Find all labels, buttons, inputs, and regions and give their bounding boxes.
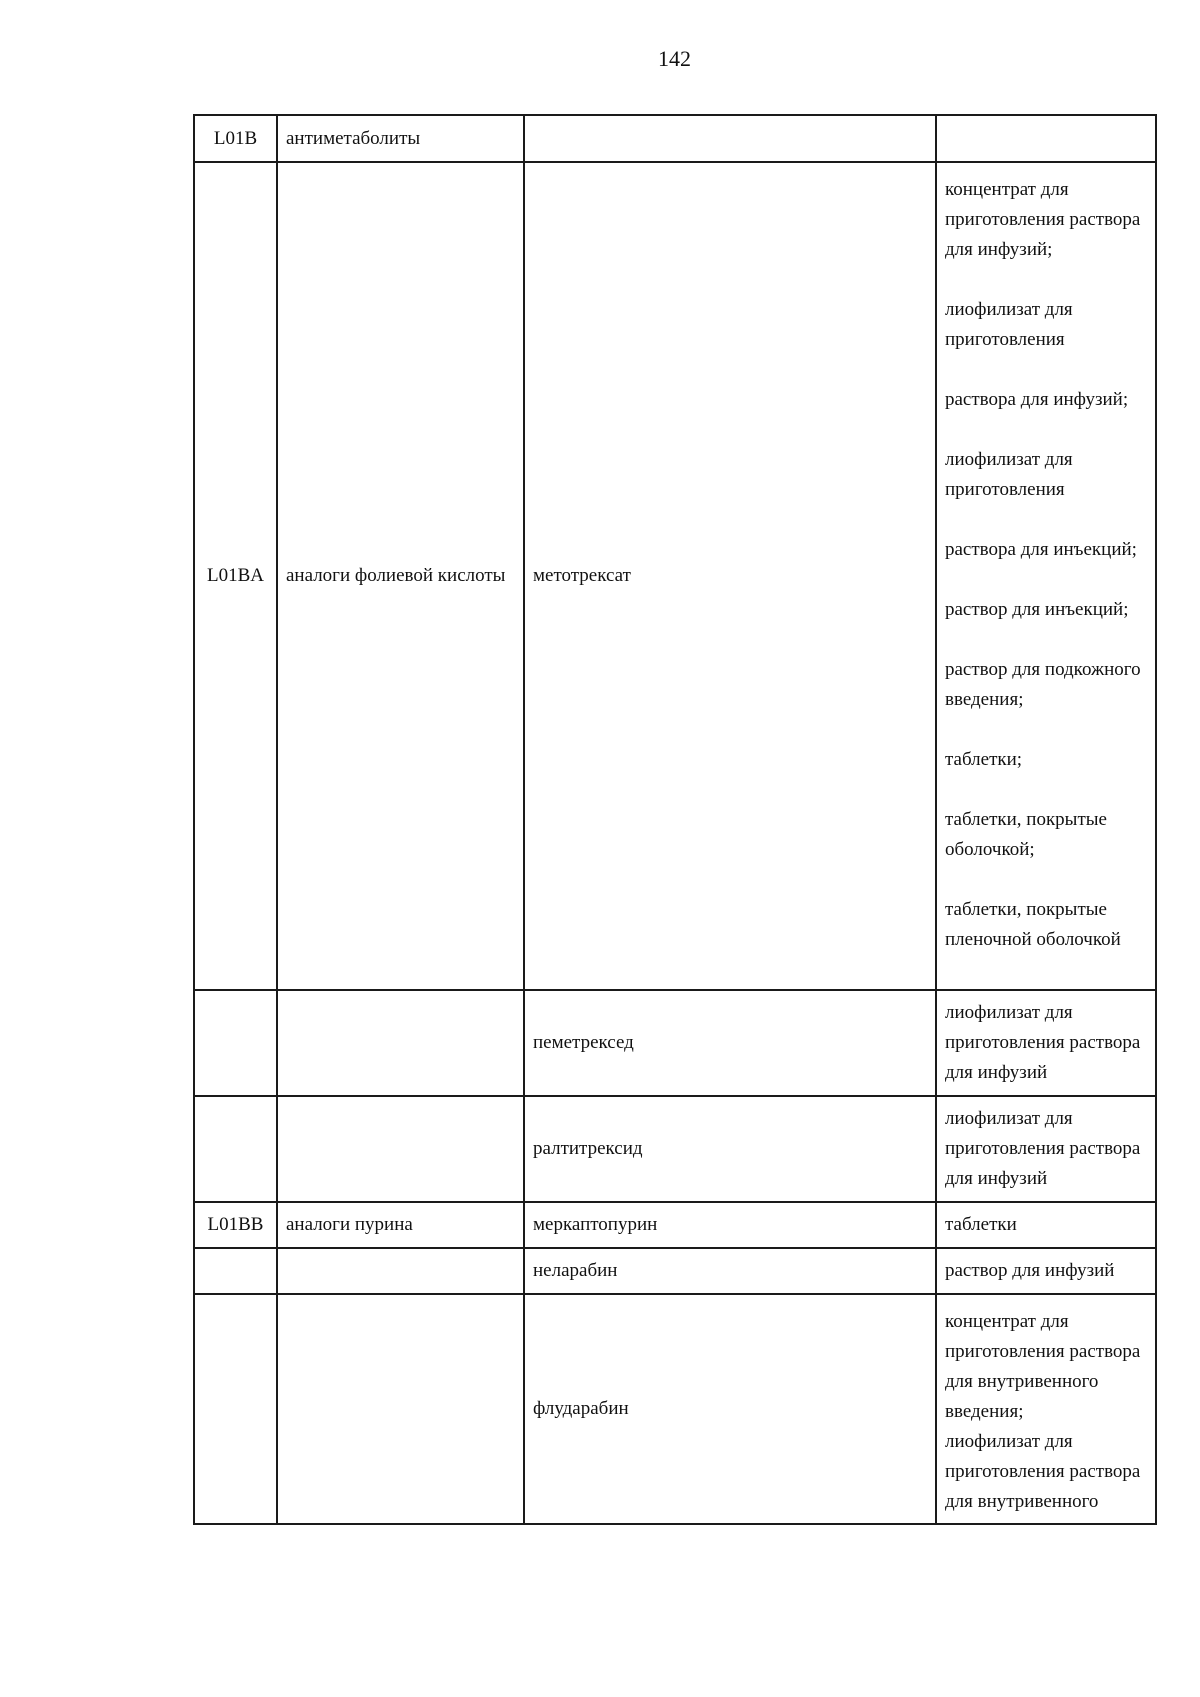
- pharmacological-group: аналоги пурина: [277, 1202, 524, 1248]
- dosage-form: лиофилизат для приготовления: [945, 299, 1073, 350]
- dosage-form: таблетки, покрытые пленочной оболочкой: [945, 899, 1121, 950]
- dosage-forms: [936, 115, 1156, 162]
- table-row: [194, 1294, 1156, 1524]
- table-row: [194, 1248, 1156, 1294]
- pharmacological-group: [277, 1096, 524, 1202]
- pharmacological-group: [277, 990, 524, 1096]
- dosage-forms: [936, 1294, 1156, 1524]
- dosage-forms: [936, 1248, 1156, 1294]
- pharmacological-group: [277, 1248, 524, 1294]
- dosage-forms: [936, 990, 1156, 1096]
- pharmacological-group: [277, 1294, 524, 1524]
- active-substance: меркаптопурин: [524, 1202, 936, 1248]
- atc-code: L01BA: [194, 162, 277, 990]
- dosage-form: лиофилизат для приготовления раствора для внутривенного: [945, 1431, 1141, 1512]
- table-row: [194, 115, 1156, 162]
- dosage-form: раствора для инфузий;: [945, 389, 1129, 410]
- dosage-form: таблетки, покрытые оболочкой;: [945, 809, 1107, 860]
- active-substance: [524, 115, 936, 162]
- atc-code: L01B: [194, 115, 277, 162]
- dosage-form: таблетки;: [945, 749, 1023, 770]
- table-row: [194, 162, 1156, 990]
- active-substance: ралтитрексид: [524, 1096, 936, 1202]
- active-substance: флударабин: [524, 1294, 936, 1524]
- atc-code: [194, 1096, 277, 1202]
- active-substance: пеметрексед: [524, 990, 936, 1096]
- dosage-form: лиофилизат для приготовления раствора для инфузий: [945, 1108, 1141, 1189]
- dosage-form: концентрат для приготовления раствора для внутривенного введения;: [945, 1311, 1141, 1422]
- medication-table: [193, 114, 1157, 1525]
- table-row: [194, 1096, 1156, 1202]
- page-number: 142: [658, 46, 691, 71]
- atc-code: [194, 990, 277, 1096]
- atc-code: L01BB: [194, 1202, 277, 1248]
- dosage-form: лиофилизат для приготовления: [945, 449, 1073, 500]
- dosage-forms: [936, 1202, 1156, 1248]
- atc-code: [194, 1248, 277, 1294]
- dosage-form: раствор для инъекций;: [945, 599, 1129, 620]
- pharmacological-group: антиметаболиты: [277, 115, 524, 162]
- active-substance: неларабин: [524, 1248, 936, 1294]
- dosage-form: лиофилизат для приготовления раствора для инфузий: [945, 1002, 1141, 1083]
- table-row: [194, 1202, 1156, 1248]
- dosage-form: раствор для подкожного введения;: [945, 659, 1141, 710]
- dosage-form: раствор для инфузий: [945, 1260, 1115, 1281]
- pharmacological-group: аналоги фолиевой кислоты: [277, 162, 524, 990]
- dosage-forms: [936, 1096, 1156, 1202]
- dosage-form: концентрат для приготовления раствора для инфузий;: [945, 179, 1141, 260]
- table-row: [194, 990, 1156, 1096]
- dosage-form: раствора для инъекций;: [945, 539, 1137, 560]
- atc-code: [194, 1294, 277, 1524]
- dosage-forms: [936, 162, 1156, 990]
- active-substance: метотрексат: [524, 162, 936, 990]
- dosage-form: таблетки: [945, 1214, 1017, 1235]
